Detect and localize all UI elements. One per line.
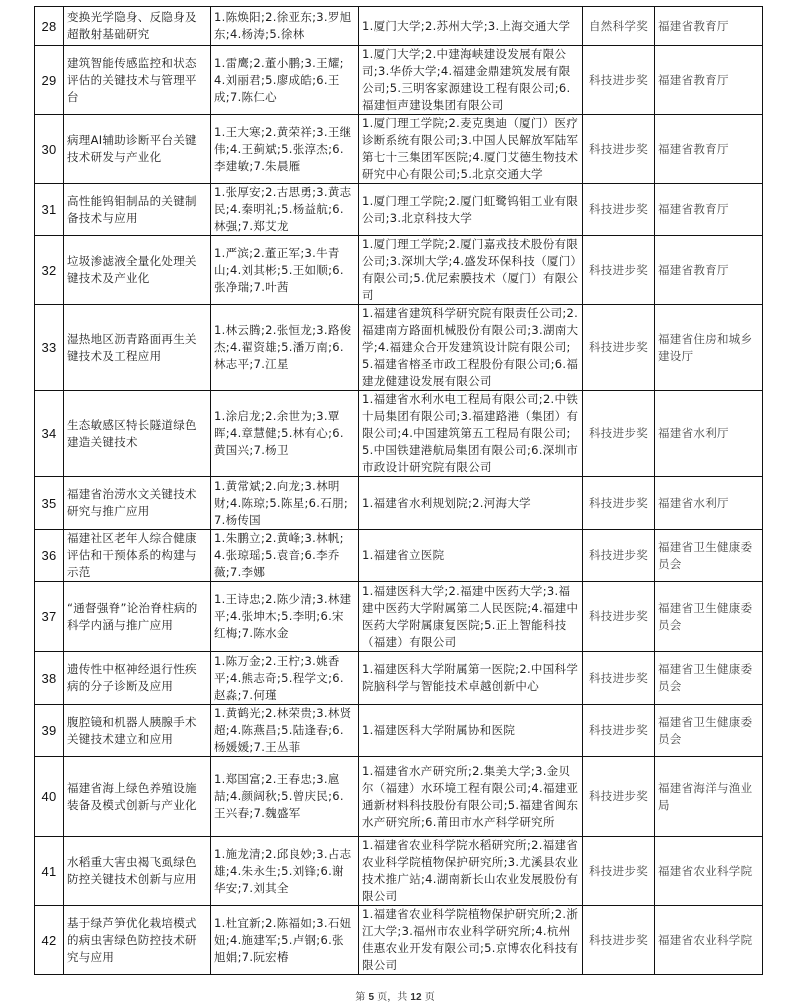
project-name-cell: 高性能钨钼制品的关键制备技术与应用 — [64, 184, 211, 236]
row-number-cell: 41 — [35, 837, 64, 906]
table-row — [35, 477, 763, 530]
row-number-cell: 37 — [35, 582, 64, 652]
table-row — [35, 46, 763, 115]
award-type-cell: 科技进步奖 — [583, 184, 655, 236]
row-number-cell: 39 — [35, 705, 64, 757]
award-type-cell: 科技进步奖 — [583, 906, 655, 975]
organizations-cell: 1.福建医科大学附属协和医院 — [359, 705, 583, 757]
row-number-cell: 28 — [35, 7, 64, 46]
award-type-cell: 科技进步奖 — [583, 305, 655, 391]
organizations-cell: 1.厦门理工学院;2.厦门嘉戎技术股份有限公司;3.深圳大学;4.盛发环保科技（厦门）有限公司;5.优尼索膜技术（厦门）有限公司 — [359, 236, 583, 305]
award-type-cell: 科技进步奖 — [583, 582, 655, 652]
recommending-unit-cell: 福建省卫生健康委员会 — [655, 705, 763, 757]
recommending-unit-cell: 福建省农业科学院 — [655, 837, 763, 906]
footer-middle: 页，共 — [377, 992, 408, 1003]
awards-table — [34, 6, 763, 975]
organizations-cell: 1.福建医科大学;2.福建中医药大学;3.福建中医药大学附属第二人民医院;4.福建中医药大学附属康复医院;5.正上智能科技（福建）有限公司 — [359, 582, 583, 652]
recommending-unit-cell: 福建省教育厅 — [655, 184, 763, 236]
organizations-cell: 1.厦门大学;2.中建海峡建设发展有限公司;3.华侨大学;4.福建金鼎建筑发展有限公司;5.三明客家源建设工程有限公司;6.福建恒声建设集团有限公司 — [359, 46, 583, 115]
recommending-unit-cell: 福建省卫生健康委员会 — [655, 530, 763, 582]
project-name-cell: 生态敏感区特长隧道绿色建造关键技术 — [64, 391, 211, 477]
total-pages-number: 12 — [410, 992, 422, 1003]
project-name-cell: 湿热地区沥青路面再生关键技术及工程应用 — [64, 305, 211, 391]
contributors-cell: 1.王诗忠;2.陈少清;3.林建平;4.张坤木;5.李明;6.宋红梅;7.陈水金 — [211, 582, 359, 652]
row-number-cell: 32 — [35, 236, 64, 305]
row-number-cell: 30 — [35, 115, 64, 184]
table-row — [35, 184, 763, 236]
table-row — [35, 757, 763, 837]
award-type-cell: 科技进步奖 — [583, 705, 655, 757]
table-row — [35, 652, 763, 705]
organizations-cell: 1.厦门大学;2.苏州大学;3.上海交通大学 — [359, 7, 583, 46]
contributors-cell: 1.黄常斌;2.向龙;3.林明财;4.陈琼;5.陈星;6.石朋;7.杨传国 — [211, 477, 359, 530]
contributors-cell: 1.郑国富;2.王春忠;3.扈喆;4.颜阔秋;5.曾庆民;6.王兴春;7.魏盛军 — [211, 757, 359, 837]
organizations-cell: 1.厦门理工学院;2.厦门虹鹭钨钼工业有限公司;3.北京科技大学 — [359, 184, 583, 236]
contributors-cell: 1.施龙清;2.邱良妙;3.占志雄;4.朱永生;5.刘锋;6.谢华安;7.刘其全 — [211, 837, 359, 906]
project-name-cell: 水稻重大害虫褐飞虱绿色防控关键技术创新与应用 — [64, 837, 211, 906]
contributors-cell: 1.雷鹰;2.董小鹏;3.王耀;4.刘丽君;5.廖成皓;6.王成;7.陈仁心 — [211, 46, 359, 115]
project-name-cell: 病理AI辅助诊断平台关键技术研发与产业化 — [64, 115, 211, 184]
current-page-number: 5 — [368, 992, 375, 1003]
table-row — [35, 837, 763, 906]
project-name-cell: 遗传性中枢神经退行性疾病的分子诊断及应用 — [64, 652, 211, 705]
row-number-cell: 33 — [35, 305, 64, 391]
organizations-cell: 1.福建省农业科学院水稻研究所;2.福建省农业科学院植物保护研究所;3.尤溪县农业技术推广站;4.湖南新长山农业发展股份有限公司 — [359, 837, 583, 906]
organizations-cell: 1.福建省立医院 — [359, 530, 583, 582]
footer-prefix: 第 — [355, 992, 366, 1003]
project-name-cell: 垃圾渗滤液全量化处理关键技术及产业化 — [64, 236, 211, 305]
project-name-cell: “通督强脊”论治脊柱病的科学内涵与推广应用 — [64, 582, 211, 652]
organizations-cell: 1.福建省农业科学院植物保护研究所;2.浙江大学;3.福州市农业科学研究所;4.杭州佳惠农业开发有限公司;5.京博农化科技有限公司 — [359, 906, 583, 975]
row-number-cell: 38 — [35, 652, 64, 705]
recommending-unit-cell: 福建省卫生健康委员会 — [655, 582, 763, 652]
project-name-cell: 建筑智能传感监控和状态评估的关键技术与管理平台 — [64, 46, 211, 115]
footer-suffix: 页 — [424, 992, 435, 1003]
award-type-cell: 科技进步奖 — [583, 46, 655, 115]
organizations-cell: 1.福建省建筑科学研究院有限责任公司;2.福建南方路面机械股份有限公司;3.湖南大学;4.福建众合开发建筑设计院有限公司;5.福建省榕圣市政工程股份有限公司;6.福建龙健建设发展有限公司 — [359, 305, 583, 391]
table-row — [35, 7, 763, 46]
project-name-cell: 福建省海上绿色养殖设施装备及模式创新与产业化 — [64, 757, 211, 837]
contributors-cell: 1.严滨;2.董正军;3.牛青山;4.刘其彬;5.王如顺;6.张净瑞;7.叶茜 — [211, 236, 359, 305]
organizations-cell: 1.福建省水产研究所;2.集美大学;3.金贝尔（福建）水环境工程有限公司;4.福建亚通新材料科技股份有限公司;5.福建省闽东水产研究所;6.莆田市水产科学研究所 — [359, 757, 583, 837]
table-row — [35, 391, 763, 477]
recommending-unit-cell: 福建省农业科学院 — [655, 906, 763, 975]
contributors-cell: 1.王大寒;2.黄荣祥;3.王继伟;4.王蓟斌;5.张淳杰;6.李建敏;7.朱晨雁 — [211, 115, 359, 184]
contributors-cell: 1.朱鹏立;2.黄峰;3.林帆;4.张琼瑶;5.袁音;6.李乔薇;7.李娜 — [211, 530, 359, 582]
row-number-cell: 42 — [35, 906, 64, 975]
table-row — [35, 705, 763, 757]
award-type-cell: 科技进步奖 — [583, 391, 655, 477]
contributors-cell: 1.涂启龙;2.余世为;3.覃晖;4.章慧健;5.林有心;6.黄国兴;7.杨卫 — [211, 391, 359, 477]
organizations-cell: 1.福建省水利水电工程局有限公司;2.中铁十局集团有限公司;3.福建路港（集团）有限公司;4.中国建筑第五工程局有限公司;5.中国铁建港航局集团有限公司;6.深圳市市政设计研究院有限公司 — [359, 391, 583, 477]
award-type-cell: 科技进步奖 — [583, 477, 655, 530]
award-type-cell: 科技进步奖 — [583, 652, 655, 705]
row-number-cell: 31 — [35, 184, 64, 236]
award-type-cell: 自然科学奖 — [583, 7, 655, 46]
awards-table-body — [35, 7, 763, 975]
award-type-cell: 科技进步奖 — [583, 757, 655, 837]
organizations-cell: 1.福建医科大学附属第一医院;2.中国科学院脑科学与智能技术卓越创新中心 — [359, 652, 583, 705]
project-name-cell: 腹腔镜和机器人胰腺手术关键技术建立和应用 — [64, 705, 211, 757]
award-type-cell: 科技进步奖 — [583, 530, 655, 582]
contributors-cell: 1.黄鹤光;2.林荣贵;3.林贤超;4.陈燕昌;5.陆逢春;6.杨媛媛;7.王丛菲 — [211, 705, 359, 757]
table-row — [35, 305, 763, 391]
recommending-unit-cell: 福建省卫生健康委员会 — [655, 652, 763, 705]
project-name-cell: 变换光学隐身、反隐身及超散射基础研究 — [64, 7, 211, 46]
recommending-unit-cell: 福建省教育厅 — [655, 236, 763, 305]
recommending-unit-cell: 福建省水利厅 — [655, 477, 763, 530]
award-type-cell: 科技进步奖 — [583, 236, 655, 305]
award-type-cell: 科技进步奖 — [583, 837, 655, 906]
organizations-cell: 1.福建省水利规划院;2.河海大学 — [359, 477, 583, 530]
table-row — [35, 115, 763, 184]
award-type-cell: 科技进步奖 — [583, 115, 655, 184]
contributors-cell: 1.杜宜新;2.陈福如;3.石妞妞;4.施建军;5.卢钢;6.张旭娟;7.阮宏椿 — [211, 906, 359, 975]
page-footer — [0, 988, 790, 1003]
table-row — [35, 906, 763, 975]
recommending-unit-cell: 福建省海洋与渔业局 — [655, 757, 763, 837]
row-number-cell: 35 — [35, 477, 64, 530]
organizations-cell: 1.厦门理工学院;2.麦克奥迪（厦门）医疗诊断系统有限公司;3.中国人民解放军陆军第七十三集团军医院;4.厦门艾德生物技术研究中心有限公司;5.北京交通大学 — [359, 115, 583, 184]
contributors-cell: 1.陈万金;2.王柠;3.姚香平;4.熊志奇;5.程学文;6.赵淼;7.何瑾 — [211, 652, 359, 705]
recommending-unit-cell: 福建省教育厅 — [655, 7, 763, 46]
recommending-unit-cell: 福建省水利厅 — [655, 391, 763, 477]
row-number-cell: 40 — [35, 757, 64, 837]
project-name-cell: 福建省治涝水文关键技术研究与推广应用 — [64, 477, 211, 530]
row-number-cell: 36 — [35, 530, 64, 582]
table-row — [35, 530, 763, 582]
table-row — [35, 582, 763, 652]
project-name-cell: 福建社区老年人综合健康评估和干预体系的构建与示范 — [64, 530, 211, 582]
recommending-unit-cell: 福建省教育厅 — [655, 46, 763, 115]
table-row — [35, 236, 763, 305]
row-number-cell: 34 — [35, 391, 64, 477]
contributors-cell: 1.林云腾;2.张恒龙;3.路俊杰;4.翟资雄;5.潘万南;6.林志平;7.江星 — [211, 305, 359, 391]
recommending-unit-cell: 福建省教育厅 — [655, 115, 763, 184]
contributors-cell: 1.陈焕阳;2.徐亚东;3.罗旭东;4.杨涛;5.徐林 — [211, 7, 359, 46]
project-name-cell: 基于绿芦笋优化栽培模式的病虫害绿色防控技术研究与应用 — [64, 906, 211, 975]
recommending-unit-cell: 福建省住房和城乡建设厅 — [655, 305, 763, 391]
row-number-cell: 29 — [35, 46, 64, 115]
contributors-cell: 1.张厚安;2.古思勇;3.黄志民;4.秦明礼;5.杨益航;6.林强;7.郑艾龙 — [211, 184, 359, 236]
